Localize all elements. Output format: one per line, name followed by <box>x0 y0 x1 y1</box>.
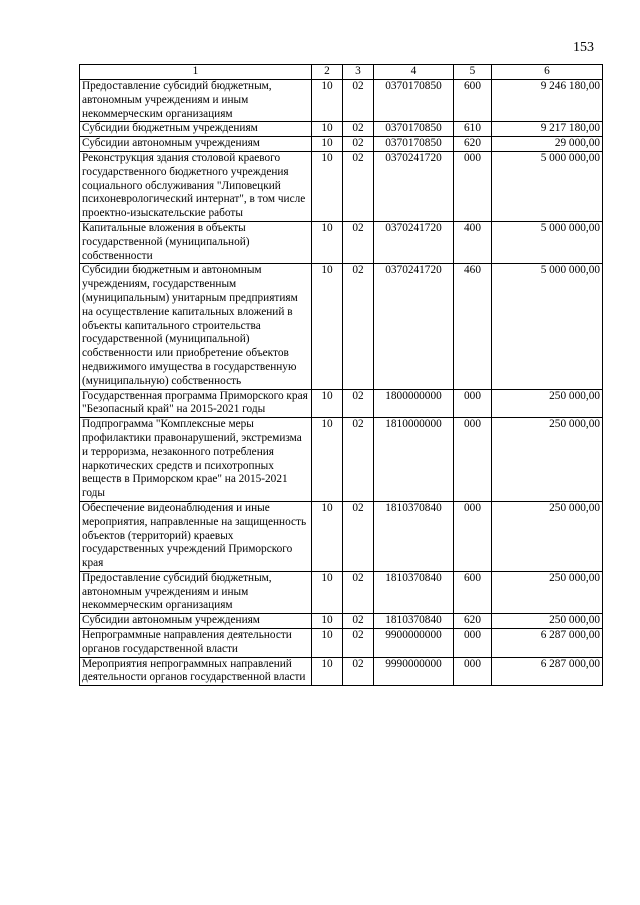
row-csr: 0370241720 <box>374 264 454 389</box>
row-name: Субсидии бюджетным и автономным учреждениям, государственным (муниципальным) унитарным предприятиям на осуществление капитальных вложений в объекты капитального строительства государственной (муниципальной) собственности или приобретение объектов недвижимого имущества в государственную (муниципальную) собственность <box>80 264 312 389</box>
table-row <box>80 137 603 152</box>
table-row <box>80 614 603 629</box>
row-sum: 6 287 000,00 <box>492 629 603 658</box>
header-cell-csr: 4 <box>374 65 454 80</box>
header-row <box>80 65 603 80</box>
row-sum: 250 000,00 <box>492 418 603 502</box>
table-row <box>80 122 603 137</box>
table-row <box>80 571 603 613</box>
row-sum: 250 000,00 <box>492 501 603 571</box>
row-csr: 0370170850 <box>374 122 454 137</box>
header-cell-sum: 6 <box>492 65 603 80</box>
row-sum: 5 000 000,00 <box>492 151 603 221</box>
header-cell-rz: 2 <box>312 65 343 80</box>
row-csr: 1800000000 <box>374 389 454 418</box>
row-csr: 1810370840 <box>374 501 454 571</box>
table-row <box>80 264 603 389</box>
row-pr: 02 <box>343 80 374 122</box>
header-cell-name: 1 <box>80 65 312 80</box>
row-rz: 10 <box>312 389 343 418</box>
row-sum: 250 000,00 <box>492 571 603 613</box>
row-name: Субсидии автономным учреждениям <box>80 614 312 629</box>
row-rz: 10 <box>312 122 343 137</box>
row-csr: 0370170850 <box>374 80 454 122</box>
row-csr: 9900000000 <box>374 629 454 658</box>
row-sum: 9 246 180,00 <box>492 80 603 122</box>
row-name: Предоставление субсидий бюджетным, автономным учреждениям и иным некоммерческим организациям <box>80 571 312 613</box>
row-name: Подпрограмма "Комплексные меры профилактики правонарушений, экстремизма и терроризма, незаконного потребления наркотических средств и психотропных веществ в Приморском крае" на 2015-2021 годы <box>80 418 312 502</box>
row-name: Субсидии бюджетным учреждениям <box>80 122 312 137</box>
row-pr: 02 <box>343 389 374 418</box>
table-row <box>80 80 603 122</box>
table-row <box>80 501 603 571</box>
row-name: Обеспечение видеонаблюдения и иные мероприятия, направленные на защищенность объектов (территорий) краевых государственных учреждений Приморского края <box>80 501 312 571</box>
row-pr: 02 <box>343 657 374 686</box>
row-sum: 5 000 000,00 <box>492 221 603 263</box>
row-pr: 02 <box>343 501 374 571</box>
row-sum: 6 287 000,00 <box>492 657 603 686</box>
table-row <box>80 221 603 263</box>
row-rz: 10 <box>312 151 343 221</box>
row-vr: 000 <box>454 389 492 418</box>
row-sum: 250 000,00 <box>492 389 603 418</box>
row-name: Мероприятия непрограммных направлений деятельности органов государственной власти <box>80 657 312 686</box>
table-row <box>80 151 603 221</box>
row-rz: 10 <box>312 221 343 263</box>
row-pr: 02 <box>343 418 374 502</box>
table-row <box>80 629 603 658</box>
row-name: Предоставление субсидий бюджетным, автономным учреждениям и иным некоммерческим организациям <box>80 80 312 122</box>
row-pr: 02 <box>343 629 374 658</box>
row-pr: 02 <box>343 264 374 389</box>
row-pr: 02 <box>343 137 374 152</box>
row-pr: 02 <box>343 571 374 613</box>
row-name: Реконструкция здания столовой краевого государственного бюджетного учреждения социального обслуживания "Липовецкий психоневрологический интернат", в том числе проектно-изыскательские работы <box>80 151 312 221</box>
row-csr: 0370170850 <box>374 137 454 152</box>
row-vr: 400 <box>454 221 492 263</box>
row-vr: 000 <box>454 151 492 221</box>
row-vr: 000 <box>454 501 492 571</box>
row-rz: 10 <box>312 657 343 686</box>
row-sum: 5 000 000,00 <box>492 264 603 389</box>
row-pr: 02 <box>343 221 374 263</box>
row-name: Субсидии автономным учреждениям <box>80 137 312 152</box>
row-rz: 10 <box>312 418 343 502</box>
row-rz: 10 <box>312 501 343 571</box>
row-csr: 9990000000 <box>374 657 454 686</box>
row-vr: 000 <box>454 629 492 658</box>
row-sum: 9 217 180,00 <box>492 122 603 137</box>
row-vr: 000 <box>454 657 492 686</box>
row-csr: 1810370840 <box>374 571 454 613</box>
row-pr: 02 <box>343 151 374 221</box>
row-csr: 1810000000 <box>374 418 454 502</box>
table-row <box>80 418 603 502</box>
row-name: Непрограммные направления деятельности органов государственной власти <box>80 629 312 658</box>
row-vr: 000 <box>454 418 492 502</box>
header-cell-pr: 3 <box>343 65 374 80</box>
row-vr: 610 <box>454 122 492 137</box>
row-pr: 02 <box>343 614 374 629</box>
row-rz: 10 <box>312 137 343 152</box>
row-vr: 600 <box>454 571 492 613</box>
table-row <box>80 389 603 418</box>
row-rz: 10 <box>312 629 343 658</box>
row-rz: 10 <box>312 614 343 629</box>
row-csr: 0370241720 <box>374 151 454 221</box>
row-vr: 620 <box>454 137 492 152</box>
row-pr: 02 <box>343 122 374 137</box>
row-name: Государственная программа Приморского края "Безопасный край" на 2015-2021 годы <box>80 389 312 418</box>
row-rz: 10 <box>312 571 343 613</box>
row-vr: 620 <box>454 614 492 629</box>
row-rz: 10 <box>312 80 343 122</box>
row-rz: 10 <box>312 264 343 389</box>
row-name: Капитальные вложения в объекты государственной (муниципальной) собственности <box>80 221 312 263</box>
row-vr: 600 <box>454 80 492 122</box>
table-row <box>80 657 603 686</box>
row-sum: 250 000,00 <box>492 614 603 629</box>
row-csr: 0370241720 <box>374 221 454 263</box>
row-csr: 1810370840 <box>374 614 454 629</box>
header-cell-vr: 5 <box>454 65 492 80</box>
row-sum: 29 000,00 <box>492 137 603 152</box>
budget-table <box>79 64 603 686</box>
row-vr: 460 <box>454 264 492 389</box>
page-number: 153 <box>573 40 594 55</box>
